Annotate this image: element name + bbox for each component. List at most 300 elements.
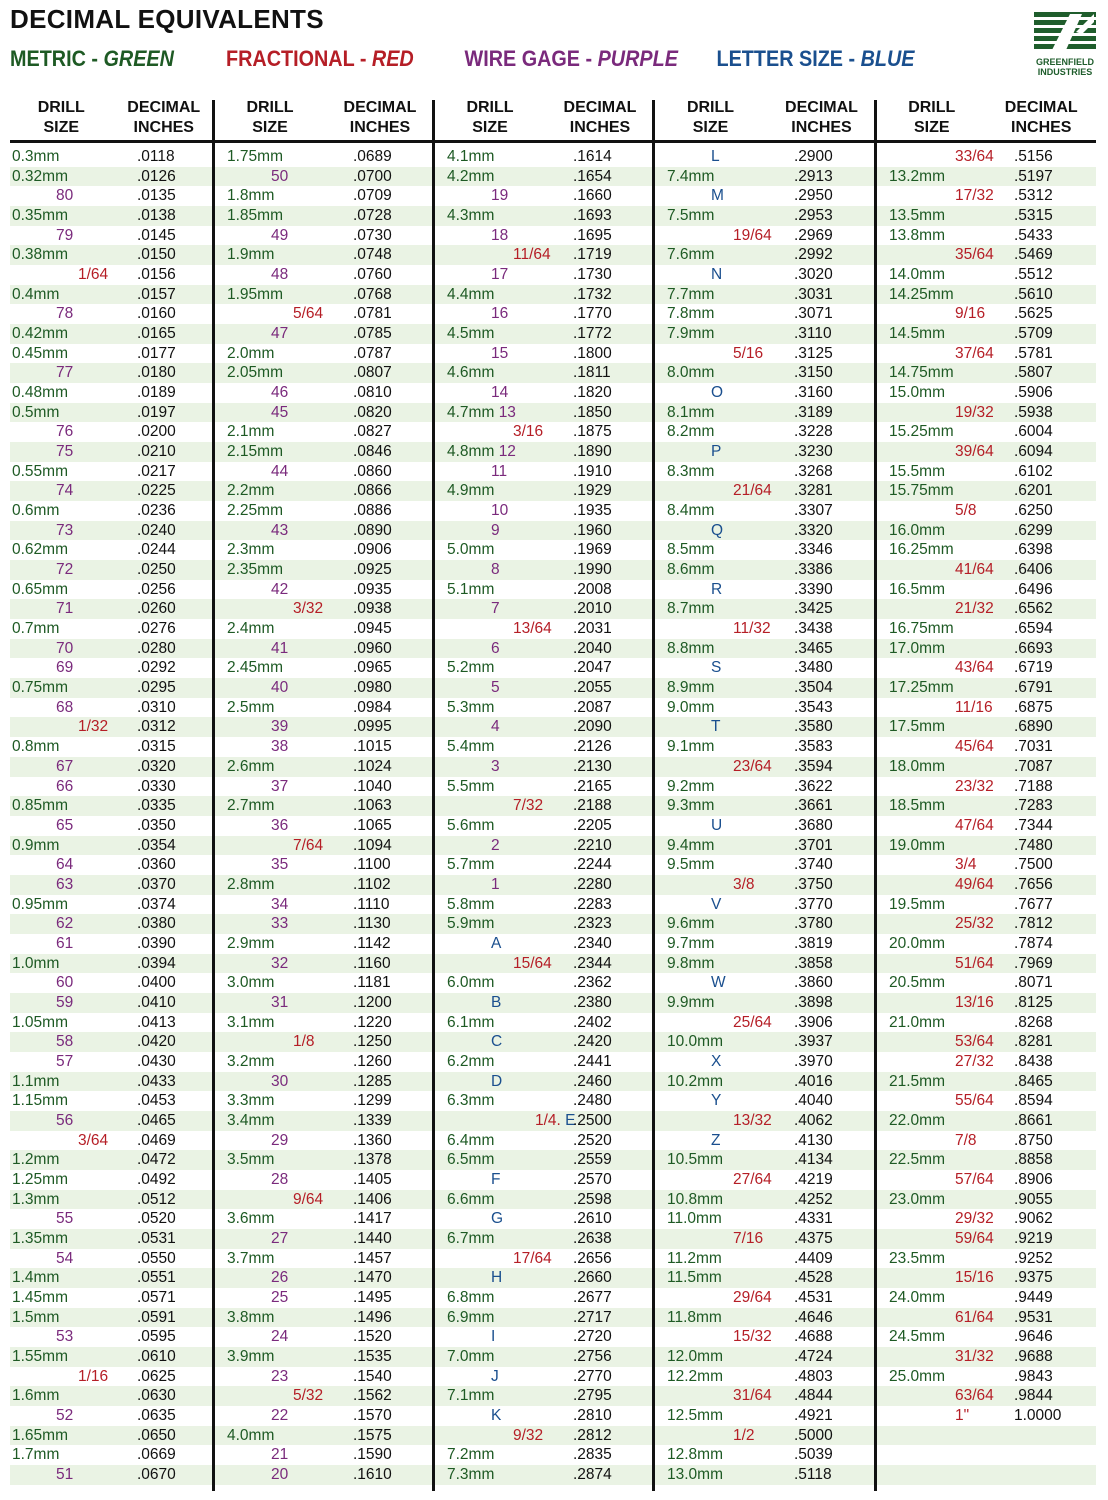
table-row: [435, 245, 655, 265]
decimal-value: .1890: [573, 443, 612, 461]
drill-size: 5.7mm: [447, 856, 495, 874]
decimal-value: .0390: [137, 934, 176, 952]
decimal-value: .0240: [137, 521, 176, 539]
drill-size: 45/64: [955, 738, 994, 756]
decimal-value: .9219: [1014, 1229, 1053, 1247]
table-row: [10, 344, 215, 364]
table-row: [877, 285, 1096, 305]
table-row: [655, 1268, 877, 1288]
decimal-value: .8906: [1014, 1170, 1053, 1188]
drill-size: D: [491, 1072, 503, 1090]
decimal-value: .1339: [353, 1111, 392, 1129]
drill-size: 11.8mm: [667, 1308, 722, 1326]
decimal-value: .2323: [573, 915, 612, 933]
decimal-value: .5000: [794, 1426, 833, 1444]
table-row: [10, 422, 215, 442]
drill-size: 1/16: [78, 1367, 109, 1385]
table-row: [10, 481, 215, 501]
drill-size: 2.3mm: [227, 541, 275, 559]
drill-size: 5: [491, 679, 500, 697]
table-row: [435, 619, 655, 639]
table-row: [215, 344, 435, 364]
table-row: [877, 757, 1096, 777]
drill-size: 64: [56, 856, 74, 874]
drill-size: 6: [491, 639, 500, 657]
drill-size: 4.5mm: [447, 325, 495, 343]
drill-size: 32: [271, 954, 289, 972]
drill-size: 15.25mm: [889, 423, 954, 441]
drill-size: 55: [56, 1210, 74, 1228]
drill-size: 4.0mm: [227, 1426, 275, 1444]
decimal-value: .6201: [1014, 482, 1053, 500]
decimal-value: .3583: [794, 738, 833, 756]
decimal-value: .2756: [573, 1347, 612, 1365]
table-row: [10, 1406, 215, 1426]
legend-fractional: FRACTIONAL - RED: [226, 46, 414, 71]
decimal-value: .0165: [137, 325, 176, 343]
decimal-value: .3160: [794, 384, 833, 402]
drill-size: 8.8mm: [667, 639, 715, 657]
table-row: [655, 186, 877, 206]
drill-size: 6.1mm: [447, 1013, 495, 1031]
decimal-value: .2441: [573, 1052, 612, 1070]
decimal-value: .1614: [573, 148, 612, 165]
table-row: [877, 1091, 1096, 1111]
column-header: [655, 96, 877, 143]
drill-size: 21.0mm: [889, 1013, 945, 1031]
drill-size: 61: [56, 934, 74, 952]
table-row: [10, 245, 215, 265]
table-row: [215, 619, 435, 639]
drill-size: 7.6mm: [667, 246, 715, 264]
drill-size: 1.05mm: [12, 1013, 68, 1031]
decimal-value: .0886: [353, 502, 392, 520]
drill-size: 61/64: [955, 1308, 994, 1326]
decimal-value: .9252: [1014, 1249, 1053, 1267]
table-row: [10, 403, 215, 423]
decimal-value: .0260: [137, 600, 176, 618]
decimal-value: .0820: [353, 403, 392, 421]
drill-size: 6.0mm: [447, 974, 495, 992]
decimal-value: .4375: [794, 1229, 833, 1247]
table-column: [435, 96, 655, 1491]
table-row: [655, 521, 877, 541]
decimal-value: .4062: [794, 1111, 833, 1129]
header-line: INCHES: [569, 119, 631, 136]
decimal-value: .1660: [573, 187, 612, 205]
decimal-value: .4688: [794, 1328, 833, 1346]
table-row: [10, 855, 215, 875]
decimal-value: .0413: [137, 1013, 176, 1031]
drill-size: 21/64: [733, 482, 772, 500]
drill-size: 5.2mm: [447, 659, 495, 677]
table-row: [655, 678, 877, 698]
drill-size: 57: [56, 1052, 74, 1070]
drill-size: 33: [271, 915, 289, 933]
drill-size: 3/8: [733, 875, 755, 893]
decimal-value: .4219: [794, 1170, 833, 1188]
decimal-value: .1850: [573, 403, 612, 421]
table-row: [655, 1288, 877, 1308]
header-line: DRILL: [37, 99, 85, 116]
table-row: [215, 1150, 435, 1170]
drill-size: 1.45mm: [12, 1288, 68, 1306]
table-row: [215, 1091, 435, 1111]
decimal-value: .1960: [573, 521, 612, 539]
table-row: [10, 1150, 215, 1170]
decimal-value: .0330: [137, 777, 176, 795]
decimal-value: .3020: [794, 266, 833, 284]
drill-size: 47: [271, 325, 289, 343]
table-row: [435, 717, 655, 737]
table-row: [215, 383, 435, 403]
drill-size: 8.1mm: [667, 403, 715, 421]
drill-size: 0.3mm: [12, 148, 60, 165]
table-row: [655, 1406, 877, 1426]
table-row: [215, 1426, 435, 1446]
table-row: [215, 934, 435, 954]
drill-size: 2.9mm: [227, 934, 275, 952]
color-legend: [10, 46, 915, 76]
table-row: [10, 737, 215, 757]
table-row: [435, 836, 655, 856]
drill-size: 3.5mm: [227, 1151, 275, 1169]
decimal-value: .1130: [353, 915, 391, 933]
decimal-value: .2812: [573, 1426, 612, 1444]
decimal-value: .0160: [137, 305, 176, 323]
decimal-value: .0430: [137, 1052, 176, 1070]
drill-size: 68: [56, 698, 74, 716]
table-row: [435, 403, 655, 423]
decimal-value: .3906: [794, 1013, 833, 1031]
drill-size: 1.15mm: [12, 1092, 68, 1110]
drill-size: 14.0mm: [889, 266, 945, 284]
table-row: [215, 245, 435, 265]
table-row: [877, 639, 1096, 659]
drill-size: 5.5mm: [447, 777, 495, 795]
decimal-value: .5781: [1014, 344, 1053, 362]
table-row: [215, 167, 435, 187]
drill-size: 3/64: [78, 1131, 109, 1149]
decimal-value: .1015: [353, 738, 392, 756]
drill-size: 2.2mm: [227, 482, 275, 500]
table-row: [877, 422, 1096, 442]
drill-size: 76: [56, 423, 74, 441]
decimal-value: .4331: [794, 1210, 833, 1228]
drill-size: 9/32: [513, 1426, 544, 1444]
drill-size: 0.5mm: [12, 403, 60, 421]
decimal-value: .1417: [353, 1210, 392, 1228]
decimal-value: .1811: [573, 364, 611, 382]
decimal-value: .1875: [573, 423, 612, 441]
table-row: [655, 442, 877, 462]
decimal-value: .0276: [137, 620, 176, 638]
drill-size: 80: [56, 187, 74, 205]
decimal-value: .0760: [353, 266, 392, 284]
decimal-value: .3504: [794, 679, 833, 697]
drill-size: 0.7mm: [12, 620, 60, 638]
drill-size: 63/64: [955, 1387, 994, 1405]
table-row: [10, 717, 215, 737]
decimal-value: .3189: [794, 403, 833, 421]
decimal-value: .7087: [1014, 757, 1053, 775]
table-row: [215, 1268, 435, 1288]
drill-size: 17: [491, 266, 509, 284]
drill-size: 15.0mm: [889, 384, 945, 402]
drill-size: 1.7mm: [12, 1446, 60, 1464]
table-row: [435, 1288, 655, 1308]
drill-size: 9.1mm: [667, 738, 715, 756]
table-row: [215, 875, 435, 895]
drill-size: 23: [271, 1367, 289, 1385]
table-row: [877, 167, 1096, 187]
drill-size: 20.0mm: [889, 934, 945, 952]
page-title: DECIMAL EQUIVALENTS: [10, 4, 324, 34]
decimal-value: .0625: [137, 1367, 176, 1385]
drill-size: 23.5mm: [889, 1249, 945, 1267]
decimal-inches-header: [545, 98, 655, 140]
decimal-value: .1770: [573, 305, 612, 323]
decimal-value: .6094: [1014, 443, 1053, 461]
decimal-value: .2420: [573, 1033, 612, 1051]
table-row: [215, 1249, 435, 1269]
decimal-value: .3860: [794, 974, 833, 992]
decimal-value: .1110: [353, 895, 390, 913]
decimal-value: .1575: [353, 1426, 392, 1444]
table-row: [655, 481, 877, 501]
table-row: [655, 540, 877, 560]
table-row: [877, 796, 1096, 816]
drill-size: 36: [271, 816, 289, 834]
drill-size: R: [711, 580, 723, 598]
drill-size: 16.25mm: [889, 541, 954, 559]
drill-size: W: [711, 974, 726, 992]
table-row: [10, 285, 215, 305]
decimal-value: .1220: [353, 1013, 392, 1031]
drill-size: 3.9mm: [227, 1347, 275, 1365]
table-row: [655, 383, 877, 403]
header-line: SIZE: [913, 119, 950, 136]
decimal-value: .1063: [353, 797, 392, 815]
drill-size: K: [491, 1407, 502, 1424]
drill-size: 0.55mm: [12, 462, 68, 480]
table-row: [10, 1426, 215, 1446]
drill-size: 31/32: [955, 1347, 994, 1365]
decimal-value: .0335: [137, 797, 176, 815]
drill-size: 59/64: [955, 1229, 994, 1247]
table-row: [10, 363, 215, 383]
drill-size: 6.9mm: [447, 1308, 495, 1326]
drill-size: 2.05mm: [227, 364, 283, 382]
decimal-value: .0630: [137, 1387, 176, 1405]
table-row: [877, 1367, 1096, 1387]
decimal-value: .3780: [794, 915, 833, 933]
decimal-value: .0200: [137, 423, 176, 441]
drill-size: A: [491, 934, 502, 952]
decimal-value: .0906: [353, 541, 392, 559]
decimal-value: .8465: [1014, 1072, 1053, 1090]
table-row: [655, 777, 877, 797]
drill-size: V: [711, 895, 722, 913]
drill-size: 60: [56, 974, 74, 992]
table-row: [877, 1032, 1096, 1052]
drill-size: 3/16: [513, 423, 544, 441]
drill-size: 4.2mm: [447, 167, 495, 185]
table-row: [655, 403, 877, 423]
drill-size: 1.65mm: [12, 1426, 68, 1444]
decimal-value: .0728: [353, 207, 392, 225]
decimal-value: .6406: [1014, 561, 1053, 579]
drill-size: 3/4: [955, 856, 977, 874]
decimal-value: .2953: [794, 207, 833, 225]
decimal-value: .7480: [1014, 836, 1053, 854]
table-row: [435, 1032, 655, 1052]
table-row: [435, 206, 655, 226]
drill-size: 35/64: [955, 246, 994, 264]
table-row: [655, 501, 877, 521]
header-line: INCHES: [791, 119, 852, 136]
drill-size: 43: [271, 521, 289, 539]
header-line: DRILL: [466, 99, 514, 116]
decimal-value: .2950: [794, 187, 833, 205]
drill-size: 18.0mm: [889, 757, 945, 775]
drill-size: 1.55mm: [12, 1347, 68, 1365]
header-line: INCHES: [133, 119, 194, 136]
decimal-value: .3465: [794, 639, 833, 657]
table-row: [215, 599, 435, 619]
table-row: [655, 1367, 877, 1387]
decimal-value: .1200: [353, 993, 392, 1011]
decimal-value: .0135: [137, 187, 176, 205]
table-row: [10, 1091, 215, 1111]
decimal-value: .2126: [573, 738, 612, 756]
drill-size: Z: [711, 1131, 721, 1149]
drill-size: 7/32: [513, 797, 544, 815]
drill-size: 22: [271, 1407, 289, 1424]
decimal-value: .4724: [794, 1347, 833, 1365]
drill-size: 39: [271, 718, 289, 736]
drill-size: 6.3mm: [447, 1092, 495, 1110]
drill-size: 2: [491, 836, 500, 854]
drill-size: 7.7mm: [667, 285, 715, 303]
decimal-value: .6102: [1014, 462, 1053, 480]
table-row: [877, 363, 1096, 383]
table-row: [215, 816, 435, 836]
drill-size: 10.0mm: [667, 1033, 723, 1051]
drill-size: 11.0mm: [667, 1210, 722, 1228]
table-row: [10, 619, 215, 639]
drill-size: 25/32: [955, 915, 994, 933]
drill-size: 19.5mm: [889, 895, 945, 913]
table-row: [10, 1170, 215, 1190]
table-row: [215, 796, 435, 816]
table-row: [435, 186, 655, 206]
decimal-value: .1440: [353, 1229, 392, 1247]
drill-size: 6.4mm: [447, 1131, 495, 1149]
drill-size: 13/16: [955, 993, 994, 1011]
decimal-value: .6562: [1014, 600, 1053, 618]
decimal-value: .0984: [353, 698, 392, 716]
drill-size: 29/32: [955, 1210, 994, 1228]
decimal-value: .5512: [1014, 266, 1053, 284]
decimal-value: .3031: [794, 285, 833, 303]
table-row: [215, 855, 435, 875]
table-row: [877, 1288, 1096, 1308]
drill-size: 16.5mm: [889, 580, 945, 598]
decimal-value: .7031: [1014, 738, 1053, 756]
table-row: [877, 1426, 1096, 1446]
drill-size: 14: [491, 384, 509, 402]
table-row: [10, 954, 215, 974]
decimal-value: .7500: [1014, 856, 1053, 874]
decimal-value: .2720: [573, 1328, 612, 1346]
drill-size: 0.65mm: [12, 580, 68, 598]
table-row: [877, 1308, 1096, 1328]
table-row: [10, 383, 215, 403]
decimal-value: .9531: [1014, 1308, 1053, 1326]
decimal-value: .1969: [573, 541, 612, 559]
decimal-value: .9055: [1014, 1190, 1053, 1208]
decimal-value: .2460: [573, 1072, 612, 1090]
decimal-value: .0748: [353, 246, 392, 264]
decimal-value: .5118: [794, 1466, 832, 1484]
drill-size: 14.5mm: [889, 325, 945, 343]
decimal-value: .2520: [573, 1131, 612, 1149]
drill-size: 6.5mm: [447, 1151, 495, 1169]
drill-size: 53: [56, 1328, 74, 1346]
drill-size: I: [491, 1328, 496, 1346]
table-row: [877, 403, 1096, 423]
table-row: [435, 1426, 655, 1446]
table-row: [10, 816, 215, 836]
drill-size: 12.8mm: [667, 1446, 723, 1464]
drill-size: 9.5mm: [667, 856, 715, 874]
drill-size: 0.48mm: [12, 384, 68, 402]
drill-size: 1.3mm: [12, 1190, 60, 1208]
drill-size: 66: [56, 777, 74, 795]
drill-size: 4: [491, 718, 500, 736]
decimal-value: .0595: [137, 1328, 176, 1346]
drill-size: 5.8mm: [447, 895, 495, 913]
drill-size: 7.1mm: [447, 1387, 495, 1405]
table-row: [215, 777, 435, 797]
table-row: [435, 698, 655, 718]
header-line: SIZE: [692, 119, 729, 136]
column-header: [215, 96, 435, 143]
drill-size: 69: [56, 659, 74, 677]
drill-size: 1.85mm: [227, 207, 283, 225]
drill-size: 39/64: [955, 443, 994, 461]
table-row: [655, 1347, 877, 1367]
decimal-value: .3230: [794, 443, 833, 461]
table-row: [655, 1308, 877, 1328]
table-row: [655, 206, 877, 226]
drill-size: 42: [271, 580, 289, 598]
drill-size: 29: [271, 1131, 289, 1149]
decimal-value: .2810: [573, 1407, 612, 1424]
table-row: [655, 1229, 877, 1249]
decimal-value: .2010: [573, 600, 612, 618]
drill-size: 3.4mm: [227, 1111, 275, 1129]
drill-size: 1/8: [293, 1033, 315, 1051]
decimal-value: .3320: [794, 521, 833, 539]
decimal-value: .6875: [1014, 698, 1053, 716]
drill-size: 24: [271, 1328, 289, 1346]
decimal-value: .3228: [794, 423, 833, 441]
decimal-value: .2638: [573, 1229, 612, 1247]
drill-size: 17/64: [513, 1249, 552, 1267]
decimal-value: .0935: [353, 580, 392, 598]
